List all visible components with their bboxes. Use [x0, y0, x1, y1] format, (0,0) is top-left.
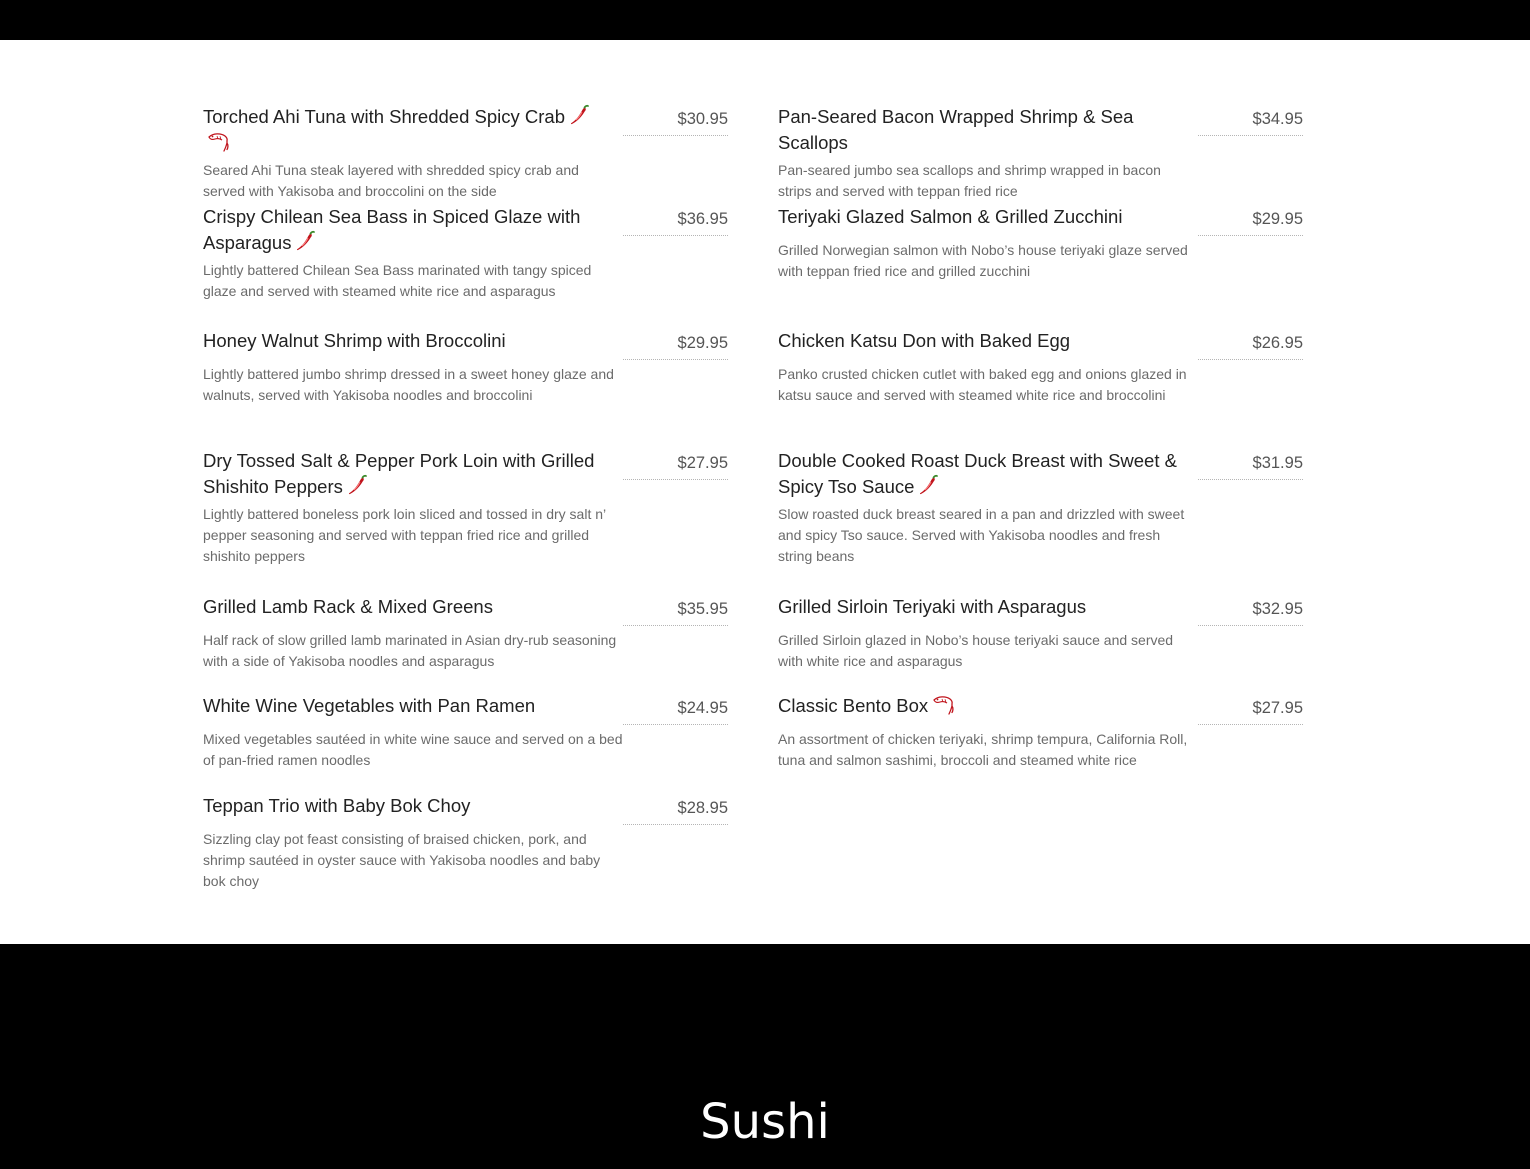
chili-pepper-icon: [568, 104, 590, 126]
chili-pepper-icon: [917, 474, 939, 496]
section-title: Sushi: [700, 1094, 830, 1150]
chili-pepper-icon: [346, 474, 368, 496]
item-description: Slow roasted duck breast seared in a pan and drizzled with sweet and spicy Tso sauce. Served with Yakisoba noodles and fresh string beans: [778, 506, 1185, 564]
menu-column-right: [778, 104, 1303, 793]
item-name: Grilled Sirloin Teriyaki with Asparagus: [778, 596, 1087, 617]
item-name: White Wine Vegetables with Pan Ramen: [203, 695, 536, 716]
item-name-wrap: [203, 448, 613, 500]
item-description: Seared Ahi Tuna steak layered with shredded spicy crab and served with Yakisoba and broccolini on the side: [203, 162, 579, 199]
sushi-section-header: [0, 944, 1530, 1169]
item-price: $36.95: [677, 210, 728, 228]
menu-column-left: [203, 104, 728, 893]
menu-item: [203, 693, 728, 793]
item-name-wrap: [778, 693, 1188, 719]
item-price: $34.95: [1252, 110, 1303, 128]
item-price: $29.95: [1252, 210, 1303, 228]
item-name: Torched Ahi Tuna with Shredded Spicy Crab: [203, 106, 565, 127]
menu-item: [778, 328, 1303, 448]
menu-item: [778, 204, 1303, 328]
menu-item: [203, 594, 728, 693]
item-price: $28.95: [677, 799, 728, 817]
item-price: $24.95: [677, 699, 728, 717]
item-description: Panko crusted chicken cutlet with baked egg and onions glazed in katsu sauce and served with steamed white rice and broccolini: [778, 366, 1187, 403]
item-price: $35.95: [677, 600, 728, 618]
price-leader: [1198, 204, 1303, 236]
item-description: Lightly battered jumbo shrimp dressed in a sweet honey glaze and walnuts, served with Yakisoba noodles and broccolini: [203, 366, 614, 403]
item-name: Dry Tossed Salt & Pepper Pork Loin with Grilled Shishito Peppers: [203, 450, 595, 497]
item-price: $29.95: [677, 334, 728, 352]
menu-item: [778, 104, 1303, 204]
item-description: Pan-seared jumbo sea scallops and shrimp wrapped in bacon strips and served with teppan fried rice: [778, 162, 1161, 199]
price-leader: [1198, 328, 1303, 360]
item-price: $27.95: [1252, 699, 1303, 717]
item-price: $30.95: [677, 110, 728, 128]
item-name: Teriyaki Glazed Salmon & Grilled Zucchini: [778, 206, 1123, 227]
menu-item: [203, 104, 728, 204]
raw-fish-icon: [206, 130, 230, 152]
item-description: Sizzling clay pot feast consisting of braised chicken, pork, and shrimp sautéed in oyster sauce with Yakisoba noodles and baby bok choy: [203, 831, 601, 889]
item-name-wrap: [203, 204, 613, 256]
item-name: Double Cooked Roast Duck Breast with Sweet & Spicy Tso Sauce: [778, 450, 1177, 497]
menu-item: [203, 793, 728, 893]
item-description: Half rack of slow grilled lamb marinated in Asian dry-rub seasoning with a side of Yakisoba noodles and asparagus: [203, 632, 617, 669]
menu-item: [203, 448, 728, 594]
item-name: Pan-Seared Bacon Wrapped Shrimp & Sea Scallops: [778, 106, 1134, 153]
price-leader: [1198, 693, 1303, 725]
price-leader: [623, 793, 728, 825]
item-description: Lightly battered boneless pork loin sliced and tossed in dry salt n’ pepper seasoning and served with teppan fried rice and grilled shishito peppers: [203, 506, 606, 564]
item-price: $27.95: [677, 454, 728, 472]
item-name: Chicken Katsu Don with Baked Egg: [778, 330, 1071, 351]
price-leader: [1198, 594, 1303, 626]
price-leader: [623, 204, 728, 236]
item-name: Teppan Trio with Baby Bok Choy: [203, 795, 471, 816]
item-description: Lightly battered Chilean Sea Bass marinated with tangy spiced glaze and served with steamed white rice and asparagus: [203, 262, 592, 299]
item-description: Mixed vegetables sautéed in white wine sauce and served on a bed of pan-fried ramen noodles: [203, 731, 623, 768]
item-price: $31.95: [1252, 454, 1303, 472]
raw-fish-icon: [931, 693, 955, 715]
menu-item: [203, 204, 728, 328]
price-leader: [623, 594, 728, 626]
menu-item: [778, 448, 1303, 594]
item-description: Grilled Sirloin glazed in Nobo’s house teriyaki sauce and served with white rice and asparagus: [778, 632, 1174, 669]
top-black-bar: [0, 0, 1530, 40]
price-leader: [623, 693, 728, 725]
item-description: An assortment of chicken teriyaki, shrimp tempura, California Roll, tuna and salmon sashimi, broccoli and steamed white rice: [778, 731, 1188, 768]
menu-item: [203, 328, 728, 448]
item-name: Honey Walnut Shrimp with Broccolini: [203, 330, 506, 351]
item-name: Classic Bento Box: [778, 695, 929, 716]
menu-item: [778, 594, 1303, 693]
chili-pepper-icon: [294, 230, 316, 252]
price-leader: [623, 448, 728, 480]
item-name-wrap: [203, 104, 613, 156]
item-name: Grilled Lamb Rack & Mixed Greens: [203, 596, 493, 617]
item-name-wrap: [778, 448, 1188, 500]
price-leader: [1198, 448, 1303, 480]
price-leader: [1198, 104, 1303, 136]
item-description: Grilled Norwegian salmon with Nobo’s house teriyaki glaze served with teppan fried rice and grilled zucchini: [778, 242, 1188, 279]
menu-section: [0, 40, 1530, 944]
price-leader: [623, 328, 728, 360]
item-name: Crispy Chilean Sea Bass in Spiced Glaze with Asparagus: [203, 206, 581, 253]
item-price: $32.95: [1252, 600, 1303, 618]
item-price: $26.95: [1252, 334, 1303, 352]
price-leader: [623, 104, 728, 136]
menu-item: [778, 693, 1303, 793]
